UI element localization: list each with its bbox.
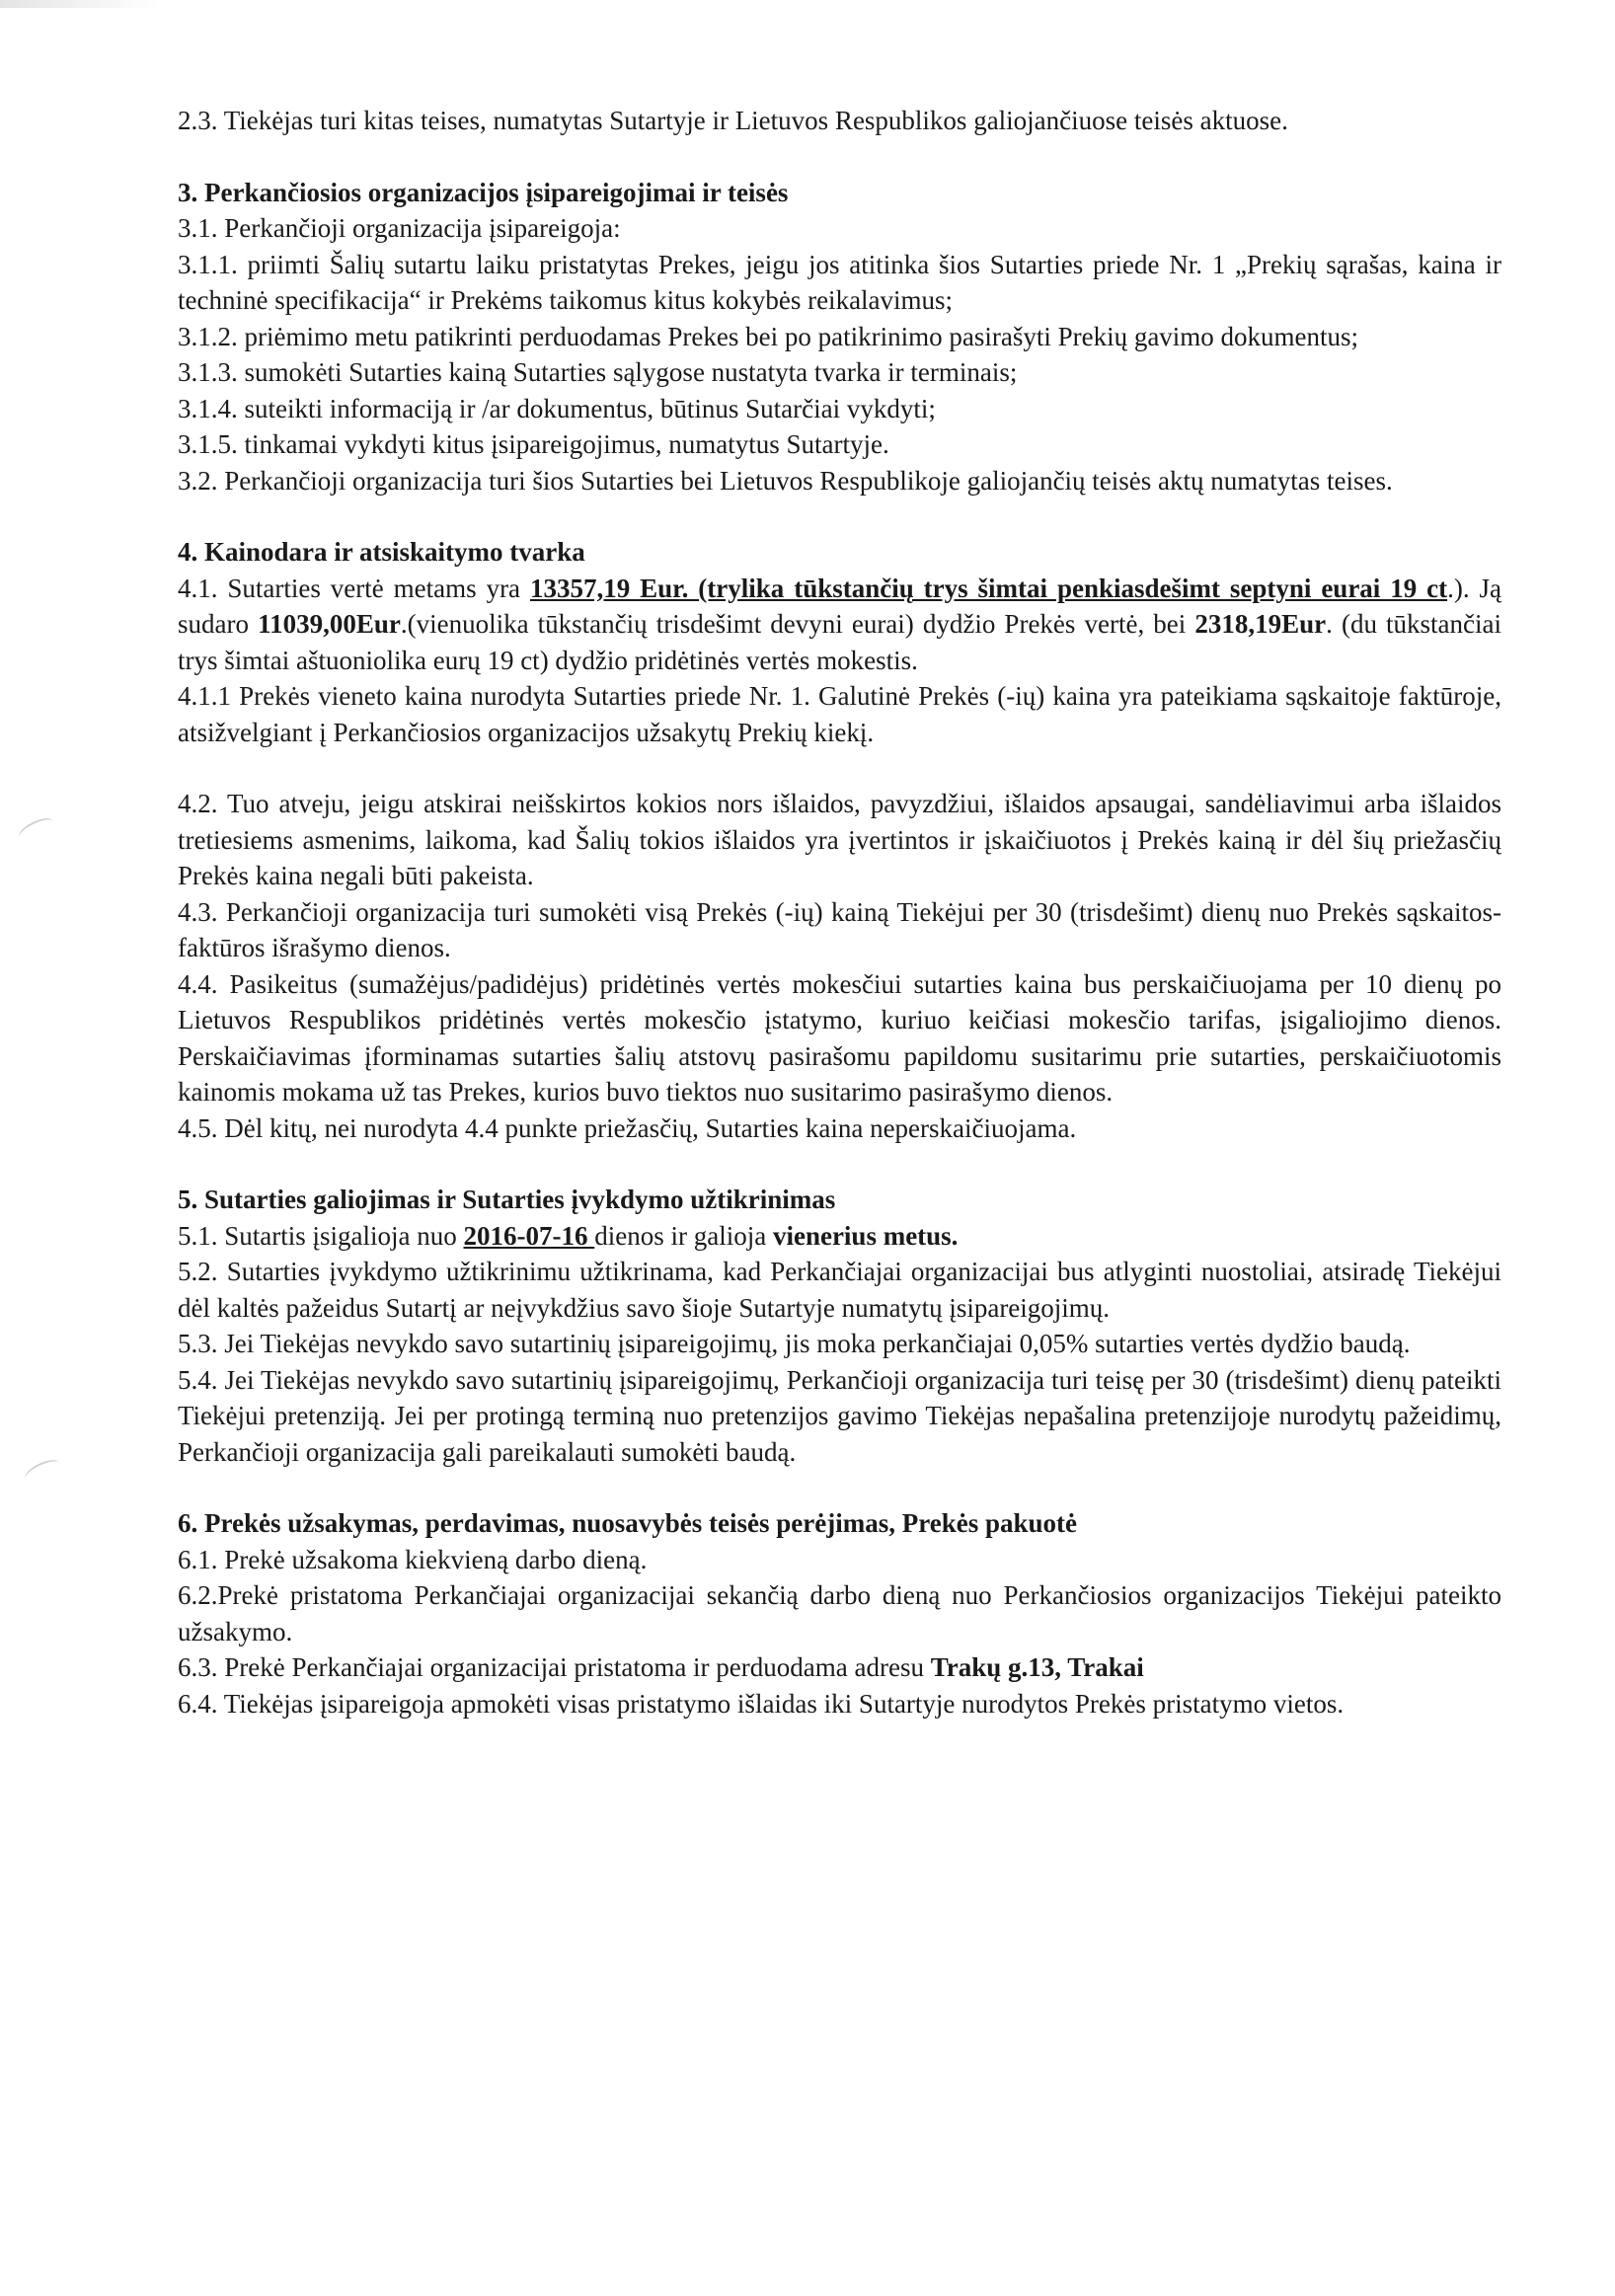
clause-5-3: 5.3. Jei Tiekėjas nevykdo savo sutartinių įsipareigojimų, jis moka perkančiajai 0,05% sutarties vertės dydžio baudą. [178, 1329, 1411, 1358]
section-4-heading: 4. Kainodara ir atsiskaitymo tvarka [178, 537, 585, 567]
clause-3-1-2: 3.1.2. priėmimo metu patikrinti perduodamas Prekes bei po patikrinimo pasirašyti Prekių gavimo dokumentus; [178, 321, 1359, 351]
clause-4-4: 4.4. Pasikeitus (sumažėjus/padidėjus) pridėtinės vertės mokesčiui sutarties kaina bus perskaičiuojama per 10 dienų po Lietuvos Respublikos pridėtinės vertės mokesčio įstatymo, kuriuo keičiasi mokesčio tarifas, įsigaliojimo dienos. Perskaičiavimas įforminamas sutarties šalių atstovų pasirašomu papildomu susitarimu prie sutarties, perskaičiuotomis kainomis mokama už tas Prekes, kurios buvo tiektos nuo susitarimo pasirašymo dienos. [178, 968, 1501, 1107]
goods-value: 11039,00Eur [258, 609, 401, 639]
section-6-heading: 6. Prekės užsakymas, perdavimas, nuosavybės teisės perėjimas, Prekės pakuotė [178, 1508, 1077, 1538]
clause-4-1-text-4: . (du tūkstančiai trys šimtai aštuoniolika eurų 19 ct) dydžio pridėtinės vertės mokestis. [178, 609, 1501, 675]
delivery-address: Trakų g.13, Trakai [930, 1652, 1144, 1682]
clause-6-4: 6.4. Tiekėjas įsipareigoja apmokėti visas pristatymo išlaidas iki Sutartyje nurodytos Prekės pristatymo vietos. [178, 1688, 1345, 1719]
clause-4-2: 4.2. Tuo atveju, jeigu atskirai neišskirtos kokios nors išlaidos, pavyzdžiui, išlaidos apsaugai, sandėliavimui arba išlaidos tretiesiems asmenims, laikoma, kad Šalių tokios išlaidos yra įvertintos ir įskaičiuotos į Prekės kainą ir dėl šių priežasčių Prekės kaina negali būti pakeista. [178, 789, 1501, 890]
clause-5-1-text-2: dienos ir galioja [594, 1220, 773, 1251]
section-5-heading: 5. Sutarties galiojimas ir Sutarties įvykdymo užtikrinimas [178, 1185, 836, 1214]
clause-6-1: 6.1. Prekė užsakoma kiekvieną darbo dieną. [178, 1544, 648, 1574]
contract-value: 13357,19 Eur. (trylika tūkstančių trys šimtai penkiasdešimt septyni eurai 19 ct [529, 573, 1448, 603]
clause-6-3 [178, 1649, 1501, 1686]
scan-mark-2 [22, 1456, 62, 1487]
scan-smudge [0, 0, 158, 8]
clause-2-3: 2.3. Tiekėjas turi kitas teises, numatytas Sutartyje ir Lietuvos Respublikos galiojančiuose teisės aktuose. [178, 106, 1288, 135]
contract-term: vienerius metus. [772, 1220, 959, 1251]
clause-6-3-text: 6.3. Prekė Perkančiajai organizacijai pristatoma ir perduodama adresu [178, 1652, 931, 1682]
clause-3-1-3: 3.1.3. sumokėti Sutarties kainą Sutarties sąlygose nustatyta tvarka ir terminais; [178, 357, 1018, 387]
clause-5-2: 5.2. Sutarties įvykdymo užtikrinimu užtikrinama, kad Perkančiajai organizacijai bus atlyginti nuostoliai, atsiradę Tiekėjui dėl kaltės pažeidus Sutartį ar neįvykdžius savo šioje Sutartyje numatytų įsipareigojimų. [178, 1257, 1501, 1323]
clause-4-1-1: 4.1.1 Prekės vieneto kaina nurodyta Sutarties priede Nr. 1. Galutinė Prekės (-ių) kaina yra pateikiama sąskaitoje faktūroje, atsižvelgiant į Perkančiosios organizacijos užsakytų Prekių kiekį. [178, 681, 1501, 747]
clause-3-1-1: 3.1.1. priimti Šalių sutartu laiku pristatytas Prekes, jeigu jos atitinka šios Sutarties priede Nr. 1 „Prekių sąrašas, kaina ir techninė specifikacija“ ir Prekėms taikomus kitus kokybės reikalavimus; [178, 249, 1501, 315]
clause-3-1: 3.1. Perkančioji organizacija įsipareigoja: [178, 213, 621, 243]
vat-value: 2318,19Eur [1194, 609, 1327, 639]
clause-4-5: 4.5. Dėl kitų, nei nurodyta 4.4 punkte priežasčių, Sutarties kaina neperskaičiuojama. [178, 1112, 1077, 1143]
clause-6-2: 6.2.Prekė pristatoma Perkančiajai organizacijai sekančią darbo dieną nuo Perkančiosios organizacijos Tiekėjui pateikto užsakymo. [178, 1580, 1501, 1646]
section-3-heading: 3. Perkančiosios organizacijos įsipareigojimai ir teisės [178, 177, 789, 207]
effective-date: 2016-07-16 [463, 1220, 595, 1251]
clause-5-1 [178, 1218, 1501, 1255]
clause-3-2: 3.2. Perkančioji organizacija turi šios Sutarties bei Lietuvos Respublikoje galiojančių teisės aktų numatytas teises. [178, 465, 1393, 496]
clause-4-3: 4.3. Perkančioji organizacija turi sumokėti visą Prekės (-ių) kainą Tiekėjui per 30 (trisdešimt) dienų nuo Prekės sąskaitos-faktūros išrašymo dienos. [178, 896, 1501, 962]
clause-3-1-4: 3.1.4. suteikti informaciją ir /ar dokumentus, būtinus Sutarčiai vykdyti; [178, 393, 936, 423]
clause-4-1-text-3: .(vienuolika tūkstančių trisdešimt devyni eurai) dydžio Prekės vertė, bei [400, 609, 1195, 639]
clause-5-4: 5.4. Jei Tiekėjas nevykdo savo sutartinių įsipareigojimų, Perkančioji organizacija turi teisę per 30 (trisdešimt) dienų pateikti Tiekėjui pretenziją. Jei per protingą terminą nuo pretenzijos gavimo Tiekėjas nepašalina pretenzijoje nurodytų pažeidimų, Perkančioji organizacija gali pareikalauti sumokėti baudą. [178, 1364, 1501, 1467]
clause-5-1-text-1: 5.1. Sutartis įsigalioja nuo [178, 1220, 464, 1251]
clause-4-1 [178, 571, 1501, 679]
clause-3-1-5: 3.1.5. tinkamai vykdyti kitus įsipareigojimus, numatytus Sutartyje. [178, 429, 889, 459]
clause-4-1-text-2: .). Ją sudaro [178, 573, 1501, 639]
scan-mark-1 [16, 814, 56, 845]
clause-4-1-text-1: 4.1. Sutarties vertė metams yra [178, 573, 530, 603]
